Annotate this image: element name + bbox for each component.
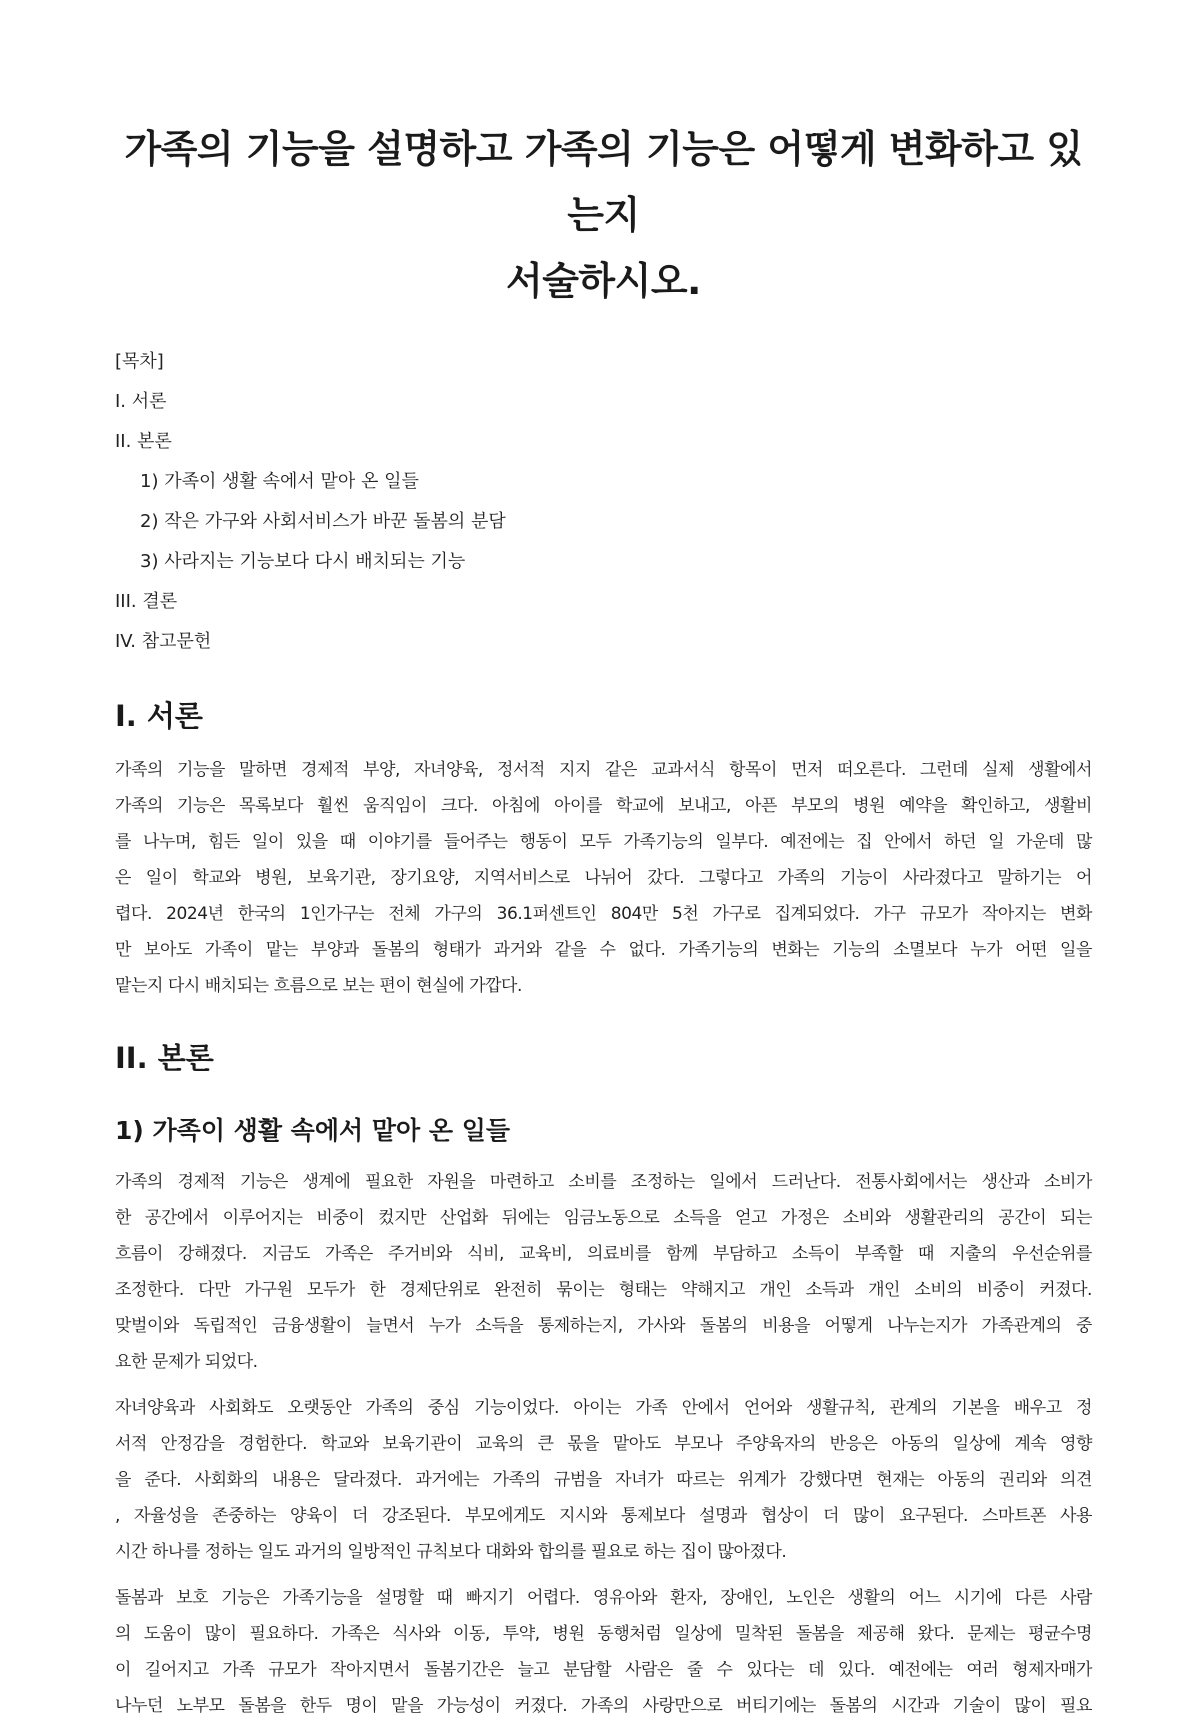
text-line: 돌봄과 보호 기능은 가족기능을 설명할 때 빠지기 어렵다. 영유아와 환자, 장애인, 노인은 생활의 어느 시기에 다른 사람	[115, 1588, 1092, 1608]
text-line: 맡는지 다시 배치되는 흐름으로 보는 편이 현실에 가깝다.	[115, 976, 522, 996]
text-line: 를 나누며, 힘든 일이 있을 때 이야기를 들어주는 행동이 모두 가족기능의 일부다. 예전에는 집 안에서 하던 일 가운데 많	[115, 832, 1092, 852]
text-line: 의 도움이 많이 필요하다. 가족은 식사와 이동, 투약, 병원 동행처럼 일상에 밀착된 돌봄을 제공해 왔다. 문제는 평균수명	[115, 1624, 1092, 1644]
text-line: 요한 문제가 되었다.	[115, 1352, 258, 1372]
text-line: 가족의 기능은 목록보다 훨씬 움직임이 크다. 아침에 아이를 학교에 보내고, 아픈 부모의 병원 예약을 확인하고, 생활비	[115, 796, 1092, 816]
section-1-paragraph-1	[115, 1164, 1092, 1380]
text-line: 만 보아도 가족이 맡는 부양과 돌봄의 형태가 과거와 같을 수 없다. 가족기능의 변화는 기능의 소멸보다 누가 어떤 일을	[115, 940, 1092, 960]
title-line-2: 서술하시오.	[506, 259, 701, 303]
text-line: 시간 하나를 정하는 일도 과거의 일방적인 규칙보다 대화와 합의를 필요로 하는 집이 많아졌다.	[115, 1542, 787, 1562]
text-line: 자녀양육과 사회화도 오랫동안 가족의 중심 기능이었다. 아이는 가족 안에서 언어와 생활규칙, 관계의 기본을 배우고 정	[115, 1398, 1092, 1418]
intro-heading: I. 서론	[115, 699, 203, 733]
section-1-heading: 1) 가족이 생활 속에서 맡아 온 일들	[115, 1116, 510, 1145]
text-line: 한 공간에서 이루어지는 비중이 컸지만 산업화 뒤에는 임금노동으로 소득을 얻고 가정은 소비와 생활관리의 공간이 되는	[115, 1208, 1092, 1228]
text-line: 흐름이 강해졌다. 지금도 가족은 주거비와 식비, 교육비, 의료비를 함께 부담하고 소득이 부족할 때 지출의 우선순위를	[115, 1244, 1092, 1264]
text-line: 렵다. 2024년 한국의 1인가구는 전체 가구의 36.1퍼센트인 804만 5천 가구로 집계되었다. 가구 규모가 작아지는 변화	[115, 904, 1092, 924]
intro-paragraph	[115, 752, 1092, 1004]
toc-item-body-1: 1) 가족이 생활 속에서 맡아 온 일들	[140, 471, 419, 492]
body-heading: II. 본론	[115, 1041, 214, 1075]
text-line: 조정한다. 다만 가구원 모두가 한 경제단위로 완전히 묶이는 형태는 약해지고 개인 소득과 개인 소비의 비중이 커졌다.	[115, 1280, 1092, 1300]
text-line: 은 일이 학교와 병원, 보육기관, 장기요양, 지역서비스로 나뉘어 갔다. 그렇다고 가족의 기능이 사라졌다고 말하기는 어	[115, 868, 1092, 888]
document-title	[115, 116, 1092, 314]
toc-item-conclusion: III. 결론	[115, 591, 178, 612]
text-line: 나누던 노부모 돌봄을 한두 명이 맡을 가능성이 커졌다. 가족의 사랑만으로 버티기에는 돌봄의 시간과 기술이 많이 필요	[115, 1696, 1092, 1716]
text-line: 가족의 기능을 말하면 경제적 부양, 자녀양육, 정서적 지지 같은 교과서식 항목이 먼저 떠오른다. 그런데 실제 생활에서	[115, 760, 1092, 780]
text-line: 을 준다. 사회화의 내용은 달라졌다. 과거에는 가족의 규범을 자녀가 따르는 위계가 강했다면 현재는 아동의 권리와 의견	[115, 1470, 1092, 1490]
title-line-1: 가족의 기능을 설명하고 가족의 기능은 어떻게 변화하고 있는지	[124, 127, 1083, 237]
text-line: 가족의 경제적 기능은 생계에 필요한 자원을 마련하고 소비를 조정하는 일에서 드러난다. 전통사회에서는 생산과 소비가	[115, 1172, 1092, 1192]
toc-item-body-3: 3) 사라지는 기능보다 다시 배치되는 기능	[140, 551, 466, 572]
text-line: 서적 안정감을 경험한다. 학교와 보육기관이 교육의 큰 몫을 맡아도 부모나 주양육자의 반응은 아동의 일상에 계속 영향	[115, 1434, 1092, 1454]
text-line: , 자율성을 존중하는 양육이 더 강조된다. 부모에게도 지시와 통제보다 설명과 협상이 더 많이 요구된다. 스마트폰 사용	[115, 1506, 1092, 1526]
section-1-paragraph-3	[115, 1580, 1092, 1724]
text-line: 이 길어지고 가족 규모가 작아지면서 돌봄기간은 늘고 분담할 사람은 줄 수 있다는 데 있다. 예전에는 여러 형제자매가	[115, 1660, 1092, 1680]
toc-item-body-2: 2) 작은 가구와 사회서비스가 바꾼 돌봄의 분담	[140, 511, 506, 532]
toc-heading: [목차]	[115, 351, 164, 372]
section-1-paragraph-2	[115, 1390, 1092, 1570]
toc-item-body: II. 본론	[115, 431, 172, 452]
text-line: 맞벌이와 독립적인 금융생활이 늘면서 누가 소득을 통제하는지, 가사와 돌봄의 비용을 어떻게 나누는지가 가족관계의 중	[115, 1316, 1092, 1336]
table-of-contents	[115, 342, 1092, 662]
toc-item-references: IV. 참고문헌	[115, 631, 212, 652]
toc-item-intro: I. 서론	[115, 391, 167, 412]
